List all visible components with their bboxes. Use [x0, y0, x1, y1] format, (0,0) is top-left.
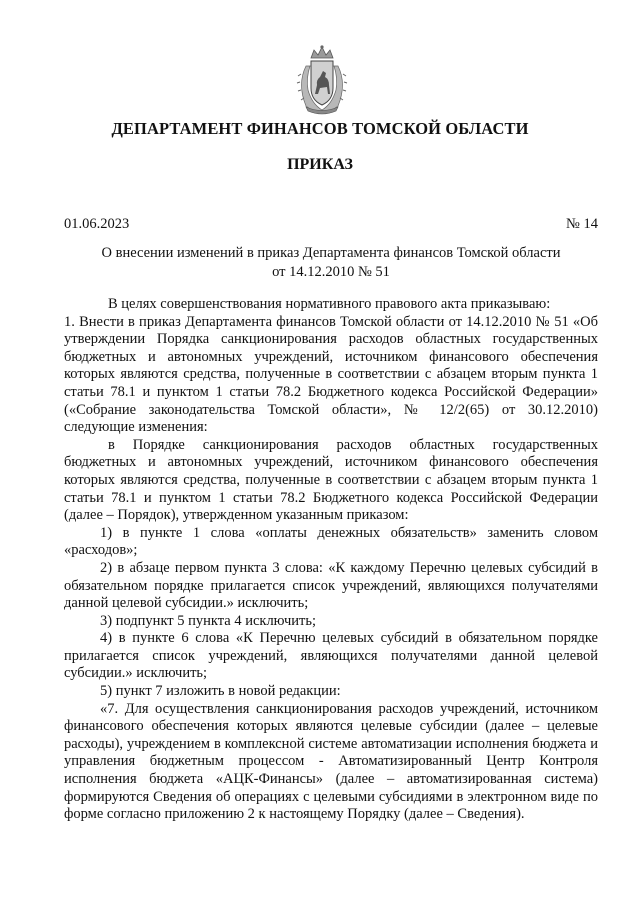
- amendment-3-paragraph: 3) подпункт 5 пункта 4 исключить;: [100, 612, 316, 629]
- tomsk-region-coat-of-arms-icon: [292, 44, 352, 116]
- amendment-4-paragraph: 4) в пункте 6 слова «К Перечню целевых субсидий в обязательном порядке прилагается список учреждений, являющихся получателями данной целевой субсидии.» исключить;: [64, 630, 598, 682]
- order-body: [64, 296, 598, 824]
- subject-line-2: от 14.12.2010 № 51: [272, 264, 390, 280]
- amendment-1-paragraph: 1) в пункте 1 слова «оплаты денежных обязательств» заменить словом «расходов»;: [64, 524, 598, 559]
- procedure-amendments-paragraph: в Порядке санкционирования расходов областных государственных бюджетных и автономных учреждений, источником финансового обеспечения которых являются средства, полученные в соответствии с абзацем вторым пункта 1 статьи 78.1 и пунктом 1 статьи 78.2 Бюджетного кодекса Российской Федерации (далее – Порядок), утвержденном указанным приказом:: [64, 436, 598, 524]
- new-clause-7-paragraph: «7. Для осуществления санкционирования расходов учреждений, источником финансового обеспечения которых являются целевые субсидии (далее – целевые расходы), учреждением в комплексной системе автоматизации исполнения бюджета и управления бюджетным процессом - Автоматизированный Центр Контроля исполнения бюджета «АЦК-Финансы» (далее – автоматизированная система) формируются Сведения об операциях с целевыми субсидиями в электронном виде по форме согласно приложению 2 к настоящему Порядку (далее – Сведения).: [64, 700, 598, 823]
- preamble-paragraph: В целях совершенствования нормативного правового акта приказываю:: [108, 296, 551, 312]
- amendment-5-paragraph: 5) пункт 7 изложить в новой редакции:: [100, 683, 341, 700]
- clause-1-paragraph: 1. Внести в приказ Департамента финансов Томской области от 14.12.2010 № 51 «Об утверждении Порядка санкционирования расходов областных государственных бюджетных и автономных учреждений, источником финансового обеспечения которых являются средства, полученные в соответствии с абзацем вторым пункта 1 статьи 78.1 и пунктом 1 статьи 78.2 Бюджетного кодекса Российской Федерации» («Собрание законодательства Томской области», № 12/2(65) от 30.12.2010) следующие изменения:: [64, 313, 598, 436]
- department-title: ДЕПАРТАМЕНТ ФИНАНСОВ ТОМСКОЙ ОБЛАСТИ: [111, 119, 529, 138]
- document-type-title: ПРИКАЗ: [287, 156, 353, 173]
- amendment-2-paragraph: 2) в абзаце первом пункта 3 слова: «К каждому Перечню целевых субсидий в обязательном порядке прилагается список учреждений, являющихся получателями данной целевой субсидии.» исключить;: [64, 559, 598, 612]
- order-date: 01.06.2023: [64, 216, 130, 232]
- order-number: № 14: [566, 216, 598, 232]
- order-subject: [64, 244, 598, 282]
- subject-line-1: О внесении изменений в приказ Департамента финансов Томской области: [101, 245, 561, 261]
